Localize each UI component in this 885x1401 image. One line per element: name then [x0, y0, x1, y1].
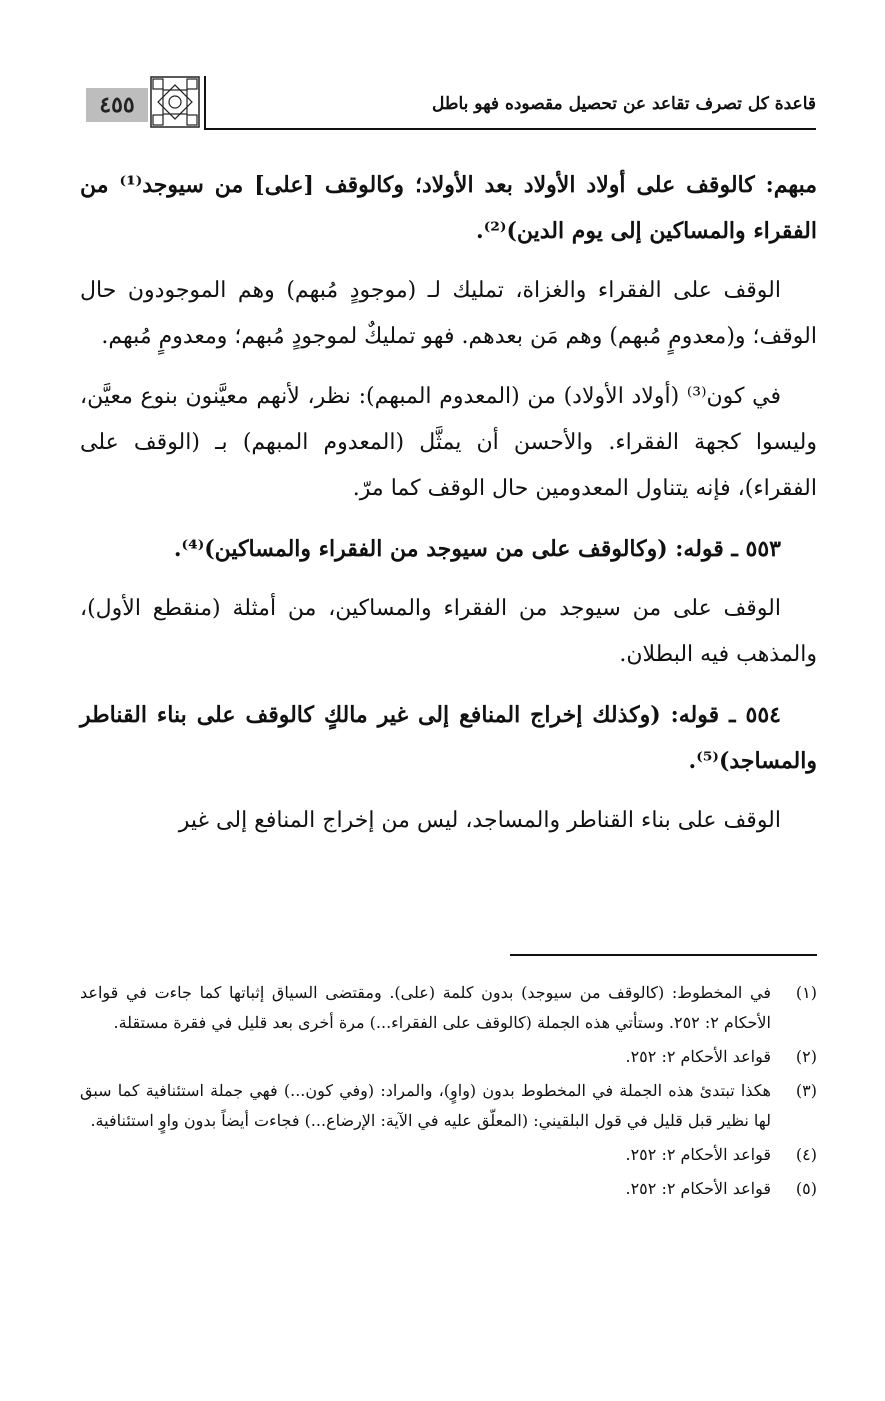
footnote: [80, 978, 817, 1038]
paragraph: في كون⁽³⁾ (أولاد الأولاد) من (المعدوم المبهم): نظر، لأنهم معيَّنون بنوع معيَّن، وليسوا كجهة الفقراء. والأحسن أن يمثَّل (المعدوم المبهم) بـ (الوقف على الفقراء)، فإنه يتناول المعدومين حال الوقف كما مرّ.: [80, 384, 817, 501]
paragraph: الوقف على الفقراء والغزاة، تمليك لـ (موجودٍ مُبهم) وهم الموجودون حال الوقف؛ و(معدومٍ مُبهم) وهم مَن بعدهم. فهو تمليكٌ لموجودٍ مُبهم؛ ومعدومٍ مُبهم.: [80, 278, 817, 349]
main-text: [80, 162, 817, 858]
header-rule: [204, 128, 816, 130]
footnote-text: قواعد الأحكام ٢: ٢٥٢.: [625, 1179, 771, 1198]
paragraph: ٥٥٤ ـ قوله: (وكذلك إخراج المنافع إلى غير مالكٍ كالوقف على بناء القناطر والمساجد)⁽⁵⁾.: [80, 702, 817, 774]
footnote: [80, 1140, 817, 1170]
footnote-text: هكذا تبتدئ هذه الجملة في المخطوط بدون (واوٍ)، والمراد: (وفي كون...) فهي جملة استئنافية كما سبق لها نظير قبل قليل في قول البلقيني: (المعلّق عليه في الآية: الإرضاع...) فجاءت أيضاً بدون واوٍ استئنافية.: [80, 1081, 771, 1130]
header-divider: [204, 76, 206, 128]
footnotes: [80, 978, 817, 1208]
page-header: [86, 76, 816, 130]
footnote-number: (٤): [795, 1145, 817, 1164]
footnote-text: في المخطوط: (كالوقف من سيوجد) بدون كلمة (على). ومقتضى السياق إثباتها كما جاءت في قواعد الأحكام ٢: ٢٥٢. وستأتي هذه الجملة (كالوقف على الفقراء...) مرة أخرى بعد قليل في فقرة مستقلة.: [80, 983, 771, 1032]
footnote-divider: [510, 954, 817, 956]
footnote-text: قواعد الأحكام ٢: ٢٥٢.: [625, 1047, 771, 1066]
footnote: [80, 1042, 817, 1072]
footnote-number: (٥): [795, 1179, 817, 1198]
paragraph: الوقف على من سيوجد من الفقراء والمساكين، من أمثلة (منقطع الأول)، والمذهب فيه البطلان.: [80, 596, 817, 667]
footnote-text: قواعد الأحكام ٢: ٢٥٢.: [625, 1145, 771, 1164]
footnote-number: (٣): [795, 1081, 817, 1100]
footnote: [80, 1174, 817, 1204]
footnote-number: (١): [795, 983, 817, 1002]
paragraph: الوقف على بناء القناطر والمساجد، ليس من إخراج المنافع إلى غير: [178, 808, 781, 833]
footnote-number: (٢): [795, 1047, 817, 1066]
paragraph: ٥٥٣ ـ قوله: (وكالوقف على من سيوجد من الفقراء والمساكين)⁽⁴⁾.: [173, 536, 781, 562]
page-number: ٤٥٥: [86, 88, 148, 122]
running-title: قاعدة كل تصرف تقاعد عن تحصيل مقصوده فهو باطل: [432, 94, 816, 114]
paragraph: مبهم: كالوقف على أولاد الأولاد بعد الأولاد؛ وكالوقف [على] من سيوجد⁽¹⁾ من الفقراء والمساكين إلى يوم الدين)⁽²⁾.: [80, 172, 817, 244]
footnote: [80, 1076, 817, 1136]
ornament-icon: [150, 76, 200, 128]
